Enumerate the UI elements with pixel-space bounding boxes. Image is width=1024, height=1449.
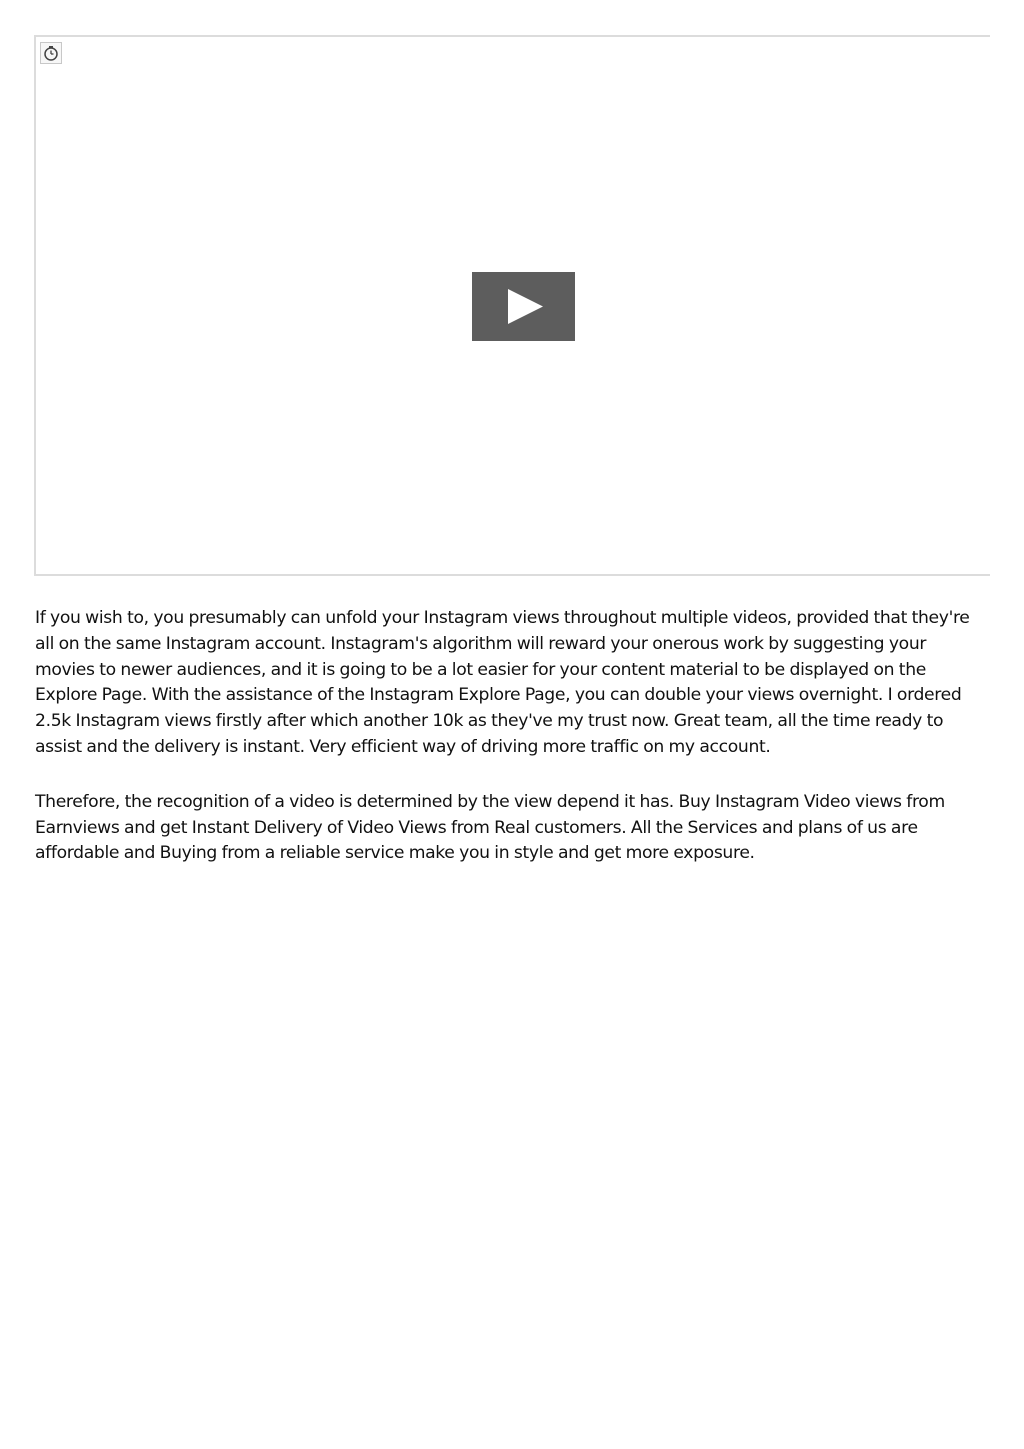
play-button[interactable] bbox=[472, 272, 575, 341]
paragraph: Therefore, the recognition of a video is determined by the view depend it has. Buy Instagram Video views from Earnviews and get Instant Delivery of Video Views from Real customers. All the Services and plans of us are affordable and Buying from a reliable service make you in style and get more exposure. bbox=[35, 791, 945, 864]
article-body bbox=[35, 606, 990, 896]
paragraph: If you wish to, you presumably can unfold your Instagram views throughout multiple videos, provided that they're all on the same Instagram account. Instagram's algorithm will reward your onerous work by suggesting your movies to newer audiences, and it is going to be a lot easier for your content material to be displayed on the Explore Page. With the assistance of the Instagram Explore Page, you can double your views overnight. I ordered 2.5k Instagram views firstly after which another 10k as they've my trust now. Great team, all the time ready to assist and the delivery is instant. Very efficient way of driving more traffic on my account. bbox=[35, 608, 970, 757]
video-embed[interactable] bbox=[34, 35, 990, 576]
play-icon bbox=[472, 272, 575, 341]
broken-image-clock-icon bbox=[40, 42, 62, 64]
